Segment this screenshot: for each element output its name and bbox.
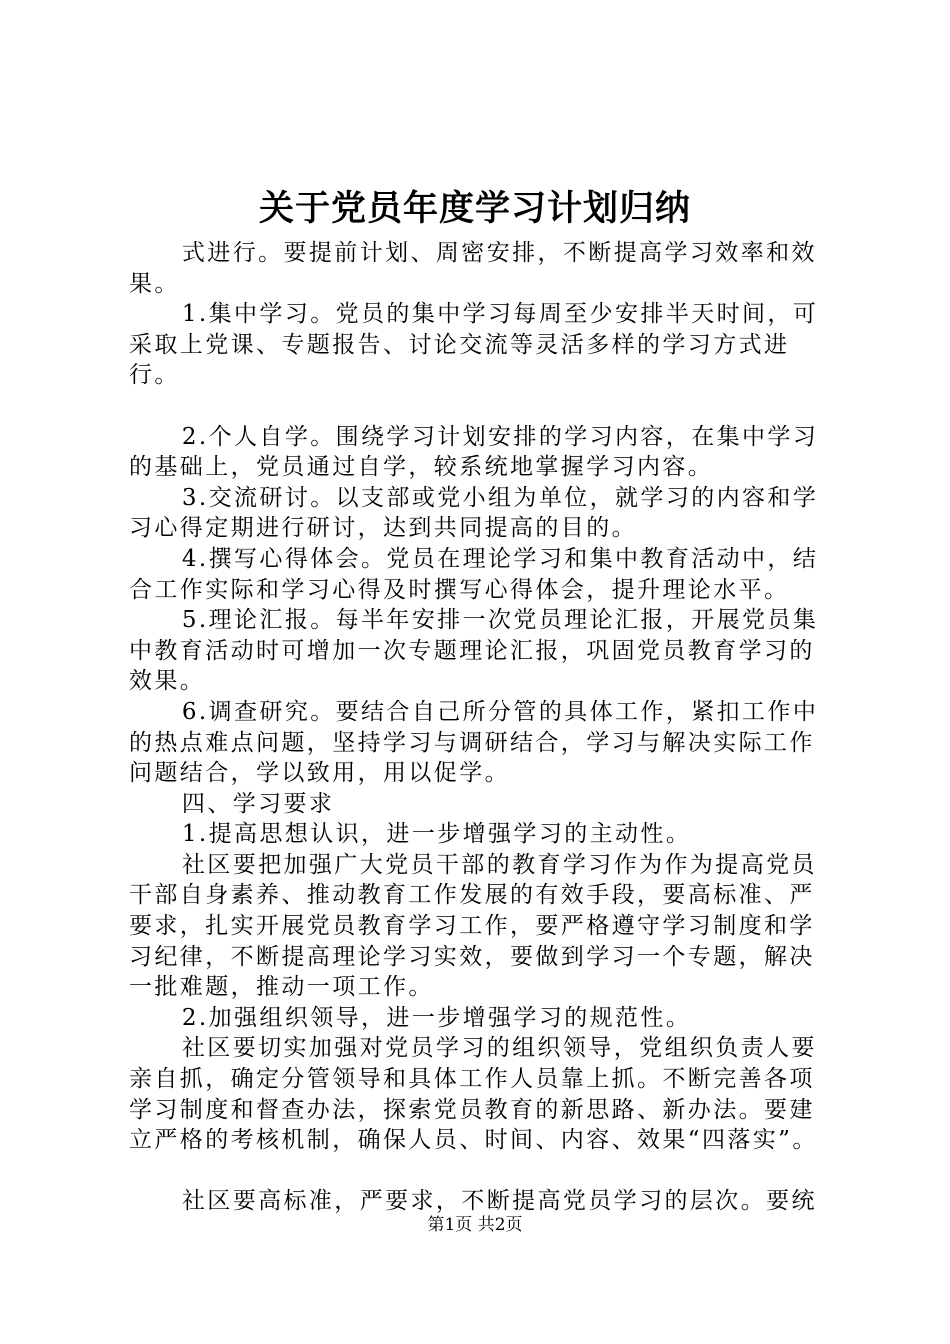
paragraph: 1.提高思想认识，进一步增强学习的主动性。 [181, 821, 692, 848]
paragraph: 6.调查研究。要结合自己所分管的具体工作，紧扣工作中的热点难点问题，坚持学习与调研结合，学习与解决实际工作问题结合，学以致用，用以促学。 [129, 698, 819, 787]
paragraph: 1.集中学习。党员的集中学习每周至少安排半天时间，可采取上党课、专题报告、讨论交流等灵活多样的学习方式进行。 [129, 301, 819, 389]
paragraph: 社区要把加强广大党员干部的教育学习作为作为提高党员干部自身素养、推动教育工作发展的有效手段，要高标准、严要求，扎实开展党员教育学习工作，要严格遵守学习制度和学习纪律，不断提高理论学习实效，要做到学习一个专题，解决一批难题，推动一项工作。 [129, 851, 817, 1001]
page-number-footer: 第1页 共2页 [427, 1215, 523, 1235]
paragraph: 2.加强组织领导，进一步增强学习的规范性。 [181, 1004, 692, 1031]
paragraph: 5.理论汇报。每半年安排一次党员理论汇报，开展党员集中教育活动时可增加一次专题理论汇报，巩固党员教育学习的效果。 [129, 607, 819, 695]
document-title: 关于党员年度学习计划归纳 [258, 188, 691, 229]
paragraph: 式进行。要提前计划、周密安排，不断提高学习效率和效果。 [129, 240, 817, 297]
section-heading: 四、学习要求 [181, 790, 335, 817]
paragraph: 2.个人自学。围绕学习计划安排的学习内容，在集中学习的基础上，党员通过自学，较系统地掌握学习内容。 [129, 423, 819, 481]
paragraph: 3.交流研讨。以支部或党小组为单位，就学习的内容和学习心得定期进行研讨，达到共同提高的目的。 [129, 484, 819, 542]
document-body [129, 238, 834, 1216]
paragraph: 社区要高标准，严要求，不断提高党员学习的层次。要统 [181, 1187, 817, 1214]
paragraph: 社区要切实加强对党员学习的组织领导，党组织负责人要亲自抓，确定分管领导和具体工作人员靠上抓。不断完善各项学习制度和督查办法，探索党员教育的新思路、新办法。要建立严格的考核机制，确保人员、时间、内容、效果“四落实”。 [129, 1035, 818, 1154]
paragraph: 4.撰写心得体会。党员在理论学习和集中教育活动中，结合工作实际和学习心得及时撰写心得体会，提升理论水平。 [129, 545, 819, 603]
